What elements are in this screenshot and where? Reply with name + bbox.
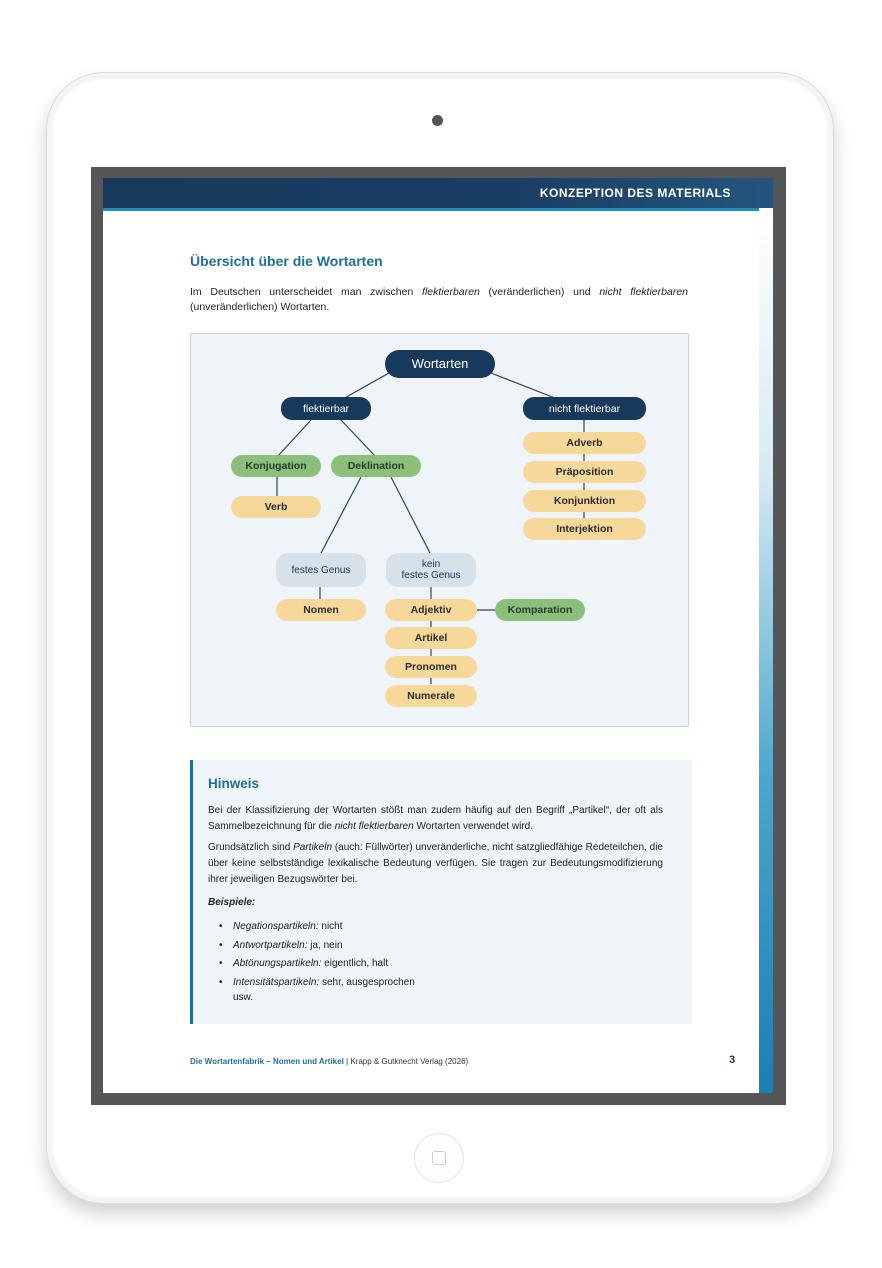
node-flektierbar: flektierbar bbox=[281, 397, 371, 420]
node-artikel: Artikel bbox=[385, 627, 477, 649]
footer-publisher: | Krapp & Gutknecht Verlag (2026) bbox=[343, 1057, 469, 1066]
node-nomen: Nomen bbox=[276, 599, 366, 621]
hinweis-paragraph-2: Grundsätzlich sind Partikeln (auch: Füllwörter) unveränderliche, nicht satzgliedfähige Redeteilchen, die über keine selbstständige lexikalische Bedeutung verfügen. Sie tragen zur Bedeutungsmodifizierung ihrer jeweiligen Bezugswörter bei. bbox=[208, 842, 663, 885]
bullet-icon: • bbox=[219, 939, 223, 951]
document-page bbox=[103, 178, 773, 1093]
node-verb: Verb bbox=[231, 496, 321, 518]
hinweis-box bbox=[190, 760, 692, 1024]
list-item: • Antwortpartikeln: ja, nein bbox=[219, 937, 415, 956]
node-adjektiv: Adjektiv bbox=[385, 599, 477, 621]
page-footer bbox=[190, 1057, 468, 1066]
node-komparation: Komparation bbox=[495, 599, 585, 621]
list-item: • Intensitätspartikeln: sehr, ausgesprochen bbox=[219, 974, 415, 993]
page-number: 3 bbox=[729, 1054, 736, 1066]
page-header bbox=[103, 178, 773, 208]
node-konjugation: Konjugation bbox=[231, 455, 321, 477]
node-pronomen: Pronomen bbox=[385, 656, 477, 678]
bullet-icon: • bbox=[219, 958, 223, 969]
list-item: • Negationspartikeln: nicht bbox=[219, 918, 415, 937]
decorative-side-bar bbox=[759, 208, 773, 1093]
list-item: • Abtönungspartikeln: eigentlich, halt bbox=[219, 955, 415, 974]
hinweis-title: Hinweis bbox=[208, 776, 260, 791]
examples-list bbox=[219, 918, 415, 992]
header-stripe bbox=[103, 208, 773, 211]
bullet-icon: • bbox=[219, 976, 223, 988]
page-title: Übersicht über die Wortarten bbox=[190, 253, 383, 269]
section-title: KONZEPTION DES MATERIALS bbox=[539, 186, 731, 200]
node-interjektion: Interjektion bbox=[523, 518, 646, 540]
kein-line-2: festes Genus bbox=[401, 570, 461, 581]
camera-icon bbox=[432, 115, 443, 126]
examples-etc: usw. bbox=[233, 992, 254, 1003]
node-nicht-flektierbar: nicht flektierbar bbox=[523, 397, 646, 420]
node-numerale: Numerale bbox=[385, 685, 477, 707]
node-deklination: Deklination bbox=[331, 455, 421, 477]
home-button[interactable] bbox=[414, 1133, 464, 1183]
node-konjunktion: Konjunktion bbox=[523, 490, 646, 512]
hinweis-paragraph-1: Bei der Klassifizierung der Wortarten stößt man zudem häufig auf den Begriff „Partikel“, der oft als Sammelbezeichnung für die nicht flektierbaren Wortarten verwendet wird. bbox=[208, 805, 663, 832]
node-praeposition: Präposition bbox=[523, 461, 646, 483]
node-festes-genus: festes Genus bbox=[276, 553, 366, 587]
home-square-icon bbox=[432, 1151, 446, 1165]
kein-line-1: kein bbox=[421, 559, 441, 570]
wortarten-diagram bbox=[190, 333, 689, 727]
examples-label: Beispiele: bbox=[208, 897, 256, 908]
node-adverb: Adverb bbox=[523, 432, 646, 454]
node-wortarten: Wortarten bbox=[385, 350, 495, 378]
node-kein-festes-genus bbox=[386, 553, 476, 587]
bullet-icon: • bbox=[219, 921, 223, 932]
intro-paragraph: Im Deutschen unterscheidet man zwischen flektierbaren (veränderlichen) und nicht flektierbaren (unveränderlichen) Wortarten. bbox=[190, 286, 688, 313]
footer-book-title: Die Wortartenfabrik – Nomen und Artikel bbox=[190, 1057, 344, 1066]
